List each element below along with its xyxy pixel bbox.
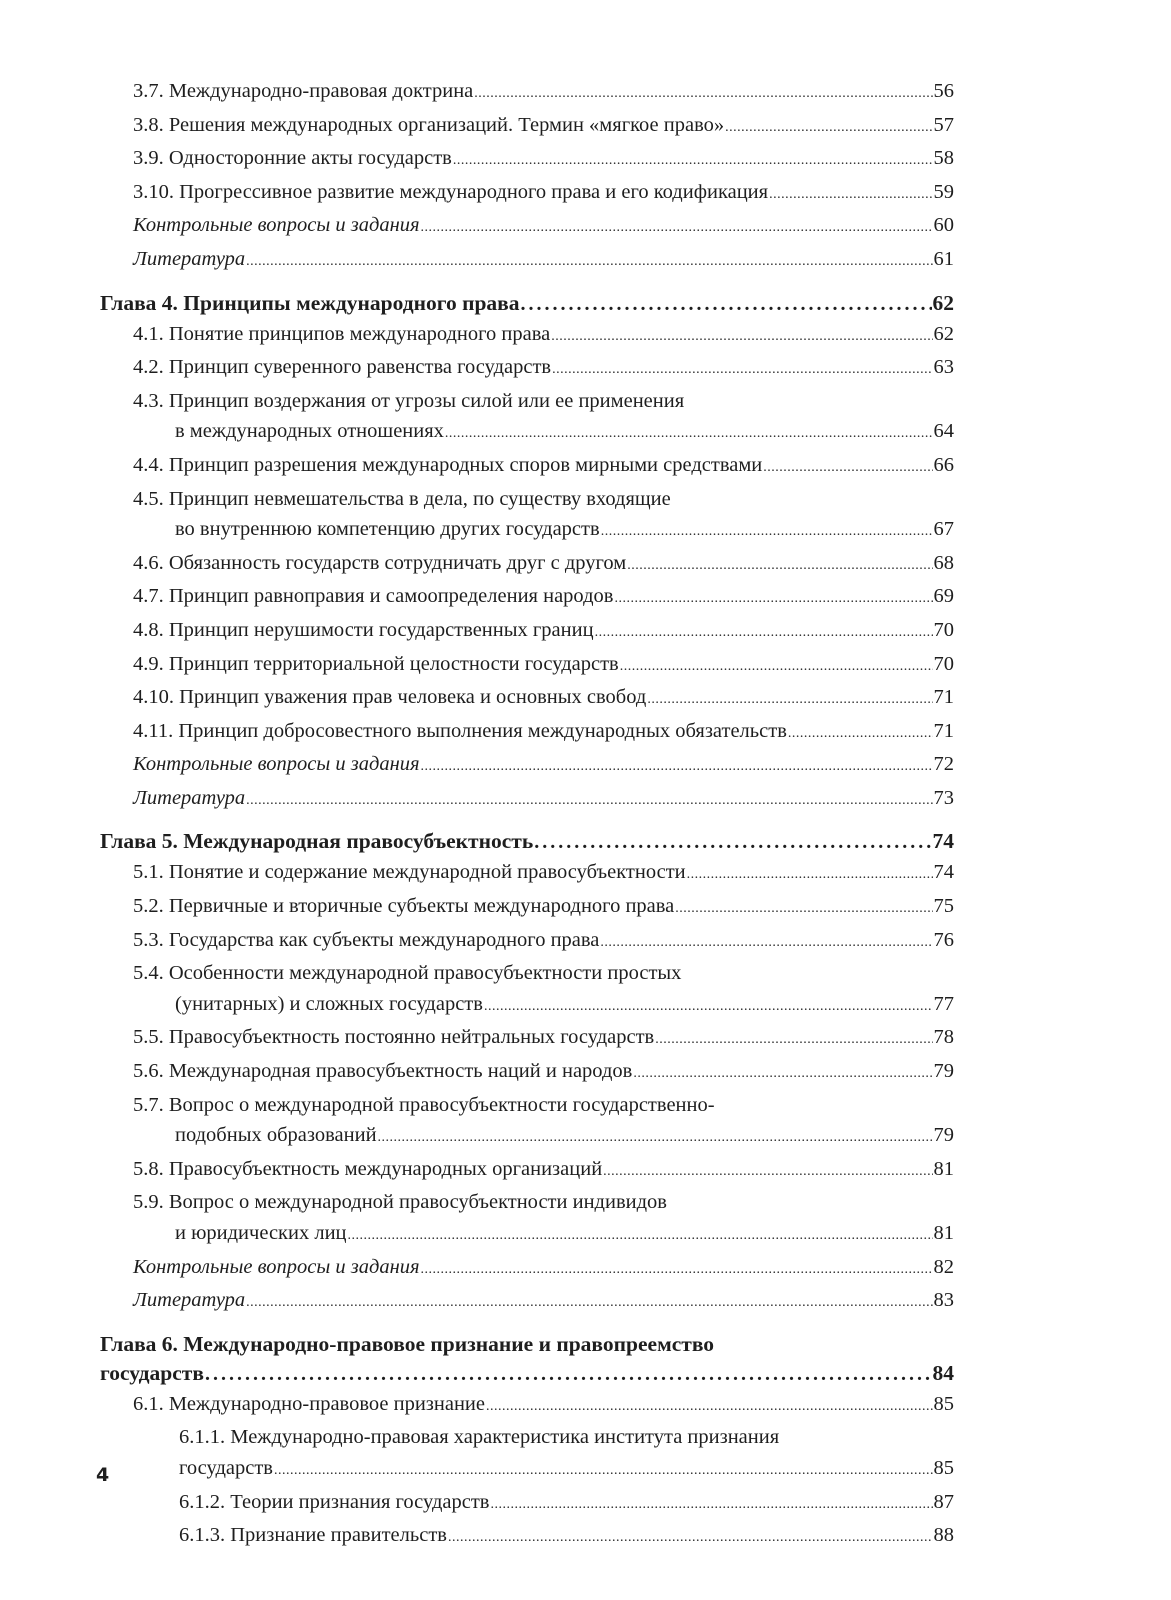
toc-chapter bbox=[100, 1330, 954, 1389]
toc-entry-title: 3.8. Решения международных организаций. Термин «мягкое право» bbox=[133, 113, 725, 136]
toc-entry-title: 5.8. Правосубъектность международных организаций bbox=[133, 1157, 603, 1180]
toc-entry-title: Глава 6. Международно-правовое признание и правопреемство bbox=[100, 1331, 715, 1356]
toc-entry bbox=[100, 1154, 954, 1188]
toc-page-number: 67 bbox=[933, 518, 954, 541]
dot-leader bbox=[627, 548, 932, 582]
dot-leader bbox=[246, 783, 932, 817]
dot-leader bbox=[445, 416, 933, 450]
toc-entry bbox=[100, 1252, 954, 1286]
toc-entry bbox=[100, 682, 954, 716]
dot-leader bbox=[551, 319, 932, 353]
toc-page-number: 74 bbox=[933, 861, 954, 884]
toc-entry bbox=[100, 1389, 954, 1423]
dot-leader bbox=[603, 1154, 932, 1188]
toc-page-number: 66 bbox=[933, 453, 954, 476]
dot-leader bbox=[552, 352, 932, 386]
toc-page-number: 78 bbox=[933, 1026, 954, 1049]
toc-entry-title: 4.7. Принцип равноправия и самоопределения народов bbox=[133, 585, 614, 608]
toc-page-number: 74 bbox=[932, 829, 954, 854]
toc-entry-title: 4.4. Принцип разрешения международных споров мирными средствами bbox=[133, 453, 763, 476]
toc-entry bbox=[100, 319, 954, 353]
dot-leader bbox=[274, 1453, 933, 1487]
dot-leader bbox=[484, 989, 933, 1023]
toc-entry bbox=[100, 1187, 954, 1251]
toc-entry-title: Контрольные вопросы и задания bbox=[133, 1255, 420, 1278]
toc-entry-title: Литература bbox=[133, 1289, 246, 1312]
toc-entry bbox=[100, 1056, 954, 1090]
toc-page-number: 81 bbox=[933, 1157, 954, 1180]
toc-entry-title: 3.10. Прогрессивное развитие международного права и его кодификация bbox=[133, 180, 769, 203]
page-number: 4 bbox=[96, 1464, 110, 1486]
dot-leader bbox=[474, 76, 932, 110]
toc-page-number: 62 bbox=[933, 322, 954, 345]
toc-entry-title: 3.7. Международно-правовая доктрина bbox=[133, 80, 474, 102]
toc-entry bbox=[100, 210, 954, 244]
dot-leader bbox=[205, 1359, 932, 1389]
toc-page-number: 72 bbox=[933, 753, 954, 776]
toc-page-number: 68 bbox=[933, 551, 954, 574]
toc-entry-title: 4.6. Обязанность государств сотрудничать друг с другом bbox=[133, 551, 627, 574]
dot-leader bbox=[763, 450, 932, 484]
toc-entry bbox=[100, 1022, 954, 1056]
toc-page-number: 70 bbox=[933, 652, 954, 675]
dot-leader bbox=[521, 289, 932, 319]
toc-entry bbox=[100, 1520, 954, 1554]
dot-leader bbox=[725, 110, 932, 144]
dot-leader bbox=[486, 1389, 932, 1423]
toc-page-number: 69 bbox=[933, 585, 954, 608]
toc-entry bbox=[100, 615, 954, 649]
toc-page-number: 85 bbox=[933, 1456, 954, 1479]
toc-page-number: 57 bbox=[933, 113, 954, 136]
dot-leader bbox=[633, 1056, 932, 1090]
toc-page-number: 87 bbox=[933, 1490, 954, 1513]
toc-entry-title-continued: (унитарных) и сложных государств bbox=[175, 992, 483, 1015]
toc-entry bbox=[100, 244, 954, 278]
toc-page-number: 63 bbox=[933, 356, 954, 379]
toc-page-number: 62 bbox=[932, 290, 954, 315]
dot-leader bbox=[378, 1120, 933, 1154]
toc-entry-title: 4.9. Принцип территориальной целостности государств bbox=[133, 652, 619, 675]
toc-entry bbox=[100, 857, 954, 891]
dot-leader bbox=[600, 925, 932, 959]
toc-page-number: 71 bbox=[933, 686, 954, 709]
toc-page-number: 77 bbox=[933, 992, 954, 1015]
toc-chapter bbox=[100, 289, 954, 319]
dot-leader bbox=[620, 649, 933, 683]
toc-page-number: 79 bbox=[933, 1060, 954, 1083]
toc-entry-title: 5.9. Вопрос о международной правосубъектности индивидов bbox=[133, 1191, 667, 1214]
toc-entry-title-continued: государств bbox=[100, 1360, 204, 1385]
toc-page-number: 81 bbox=[933, 1222, 954, 1244]
toc-page-number: 75 bbox=[933, 895, 954, 918]
toc-entry bbox=[100, 1422, 954, 1486]
toc-entry bbox=[100, 783, 954, 817]
toc-entry-title: 6.1. Международно-правовое признание bbox=[133, 1392, 486, 1415]
toc-page-number: 61 bbox=[933, 247, 954, 270]
toc-entry bbox=[100, 143, 954, 177]
toc-entry-title: 4.2. Принцип суверенного равенства государств bbox=[133, 356, 552, 379]
toc-page-number: 83 bbox=[933, 1289, 954, 1312]
toc-entry bbox=[100, 352, 954, 386]
dot-leader bbox=[601, 514, 933, 548]
dot-leader bbox=[534, 827, 931, 857]
toc-entry bbox=[100, 1285, 954, 1319]
toc-page-number: 76 bbox=[933, 928, 954, 951]
toc-entry bbox=[100, 958, 954, 1022]
toc-entry-title: Литература bbox=[133, 247, 246, 270]
dot-leader bbox=[655, 1022, 932, 1056]
toc-entry-title-continued: и юридических лиц bbox=[175, 1222, 347, 1244]
toc-entry bbox=[100, 891, 954, 925]
toc-entry-title: 3.9. Односторонние акты государств bbox=[133, 147, 452, 170]
dot-leader bbox=[421, 749, 933, 783]
toc-page-number: 82 bbox=[933, 1255, 954, 1278]
toc-entry-title: 5.4. Особенности международной правосубъектности простых bbox=[133, 962, 682, 985]
dot-leader bbox=[448, 1520, 933, 1554]
toc-page-number: 85 bbox=[933, 1392, 954, 1415]
dot-leader bbox=[595, 615, 933, 649]
toc-page-number: 79 bbox=[933, 1124, 954, 1147]
dot-leader bbox=[687, 857, 933, 891]
toc-entry bbox=[100, 76, 954, 110]
toc-entry-title: 6.1.3. Признание правительств bbox=[179, 1524, 447, 1547]
toc-entry bbox=[100, 1090, 954, 1154]
toc-entry-title: 6.1.2. Теории признания государств bbox=[179, 1490, 490, 1513]
toc-entry-title: 4.5. Принцип невмешательства в дела, по существу входящие bbox=[133, 487, 671, 510]
toc-entry-title: Глава 5. Международная правосубъектность bbox=[100, 829, 534, 854]
toc-entry-title: Контрольные вопросы и задания bbox=[133, 214, 420, 237]
toc-entry bbox=[100, 749, 954, 783]
toc-entry-title: 4.10. Принцип уважения прав человека и основных свобод bbox=[133, 686, 647, 709]
toc-page-number: 71 bbox=[933, 719, 954, 742]
dot-leader bbox=[647, 682, 932, 716]
toc-entry-title: 4.1. Понятие принципов международного права bbox=[133, 322, 551, 345]
toc-page-number: 58 bbox=[933, 147, 954, 170]
toc-entry bbox=[100, 925, 954, 959]
toc-page-number: 60 bbox=[933, 214, 954, 237]
toc-entry-title: Литература bbox=[133, 786, 246, 809]
toc-entry bbox=[100, 386, 954, 450]
dot-leader bbox=[246, 1285, 932, 1319]
toc-entry-title-continued: во внутреннюю компетенцию других государств bbox=[175, 518, 600, 541]
toc-entry-title: 5.3. Государства как субъекты международного права bbox=[133, 928, 600, 951]
dot-leader bbox=[421, 210, 933, 244]
toc-entry-title: 4.11. Принцип добросовестного выполнения международных обязательств bbox=[133, 719, 787, 742]
toc-entry-title: 5.1. Понятие и содержание международной правосубъектности bbox=[133, 861, 686, 884]
dot-leader bbox=[246, 244, 932, 278]
toc-entry bbox=[100, 450, 954, 484]
toc-page-number: 64 bbox=[933, 420, 954, 443]
toc-entry-title: 5.5. Правосубъектность постоянно нейтральных государств bbox=[133, 1026, 655, 1049]
toc-page-number: 73 bbox=[933, 786, 954, 809]
dot-leader bbox=[348, 1218, 933, 1252]
toc-entry bbox=[100, 110, 954, 144]
toc-entry-title: 5.6. Международная правосубъектность наций и народов bbox=[133, 1060, 633, 1083]
toc-entry bbox=[100, 177, 954, 211]
dot-leader bbox=[788, 716, 933, 750]
toc-entry bbox=[100, 716, 954, 750]
toc-entry-title-continued: подобных образований bbox=[175, 1124, 377, 1147]
dot-leader bbox=[490, 1487, 932, 1521]
toc-entry-title: Контрольные вопросы и задания bbox=[133, 753, 420, 776]
dot-leader bbox=[675, 891, 932, 925]
toc-page-number: 59 bbox=[933, 180, 954, 203]
toc-entry-title: 5.7. Вопрос о международной правосубъектности государственно- bbox=[133, 1093, 715, 1116]
dot-leader bbox=[769, 177, 932, 211]
toc-page-number: 70 bbox=[933, 618, 954, 641]
toc-entry-title: 6.1.1. Международно-правовая характеристика института признания bbox=[179, 1426, 780, 1449]
toc-page-number: 56 bbox=[933, 80, 954, 102]
toc-entry-title: Глава 4. Принципы международного права bbox=[100, 290, 520, 315]
toc-entry-title-continued: государств bbox=[179, 1456, 273, 1479]
toc-entry-title: 4.8. Принцип нерушимости государственных границ bbox=[133, 618, 594, 641]
toc-entry bbox=[100, 1487, 954, 1521]
toc-page-number: 84 bbox=[932, 1360, 954, 1385]
dot-leader bbox=[614, 581, 932, 615]
toc-entry bbox=[100, 581, 954, 615]
toc-entry bbox=[100, 649, 954, 683]
dot-leader bbox=[421, 1252, 933, 1286]
toc-entry-title: 5.2. Первичные и вторичные субъекты международного права bbox=[133, 895, 675, 918]
toc-page-number: 88 bbox=[933, 1524, 954, 1547]
toc-entry-title-continued: в международных отношениях bbox=[175, 420, 444, 443]
toc-chapter bbox=[100, 827, 954, 857]
toc-entry bbox=[100, 548, 954, 582]
dot-leader bbox=[453, 143, 933, 177]
toc-entry bbox=[100, 484, 954, 548]
toc-entry-title: 4.3. Принцип воздержания от угрозы силой или ее применения bbox=[133, 389, 685, 412]
table-of-contents bbox=[100, 76, 954, 1554]
